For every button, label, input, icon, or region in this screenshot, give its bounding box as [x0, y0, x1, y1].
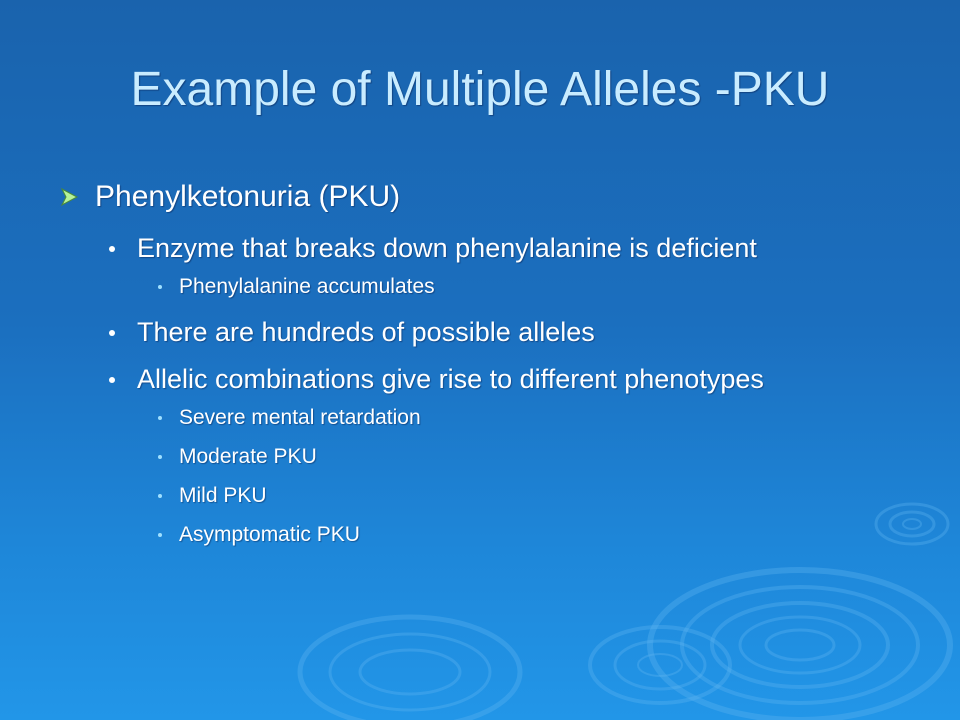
bullet-level2: Enzyme that breaks down phenylalanine is deficient	[137, 233, 757, 263]
slide-title: Example of Multiple Alleles -PKU	[130, 63, 830, 116]
small-dot-bullet-icon	[158, 494, 162, 498]
small-dot-bullet-icon	[158, 533, 162, 537]
bullet-level3: Mild PKU	[179, 484, 267, 507]
small-dot-bullet-icon	[158, 285, 162, 289]
bullet-level2: Allelic combinations give rise to different phenotypes	[137, 364, 764, 394]
small-dot-bullet-icon	[158, 455, 162, 459]
bullet-level3: Asymptomatic PKU	[179, 523, 360, 546]
arrow-bullet-icon	[60, 187, 80, 207]
bullet-level3: Severe mental retardation	[179, 406, 421, 429]
bullet-level1: Phenylketonuria (PKU)	[95, 180, 401, 213]
dot-bullet-icon	[109, 246, 115, 252]
dot-bullet-icon	[109, 377, 115, 383]
bullet-level3: Phenylalanine accumulates	[179, 275, 435, 298]
bullet-level3: Moderate PKU	[179, 445, 317, 468]
bullet-level2: There are hundreds of possible alleles	[137, 317, 595, 347]
dot-bullet-icon	[109, 330, 115, 336]
small-dot-bullet-icon	[158, 416, 162, 420]
